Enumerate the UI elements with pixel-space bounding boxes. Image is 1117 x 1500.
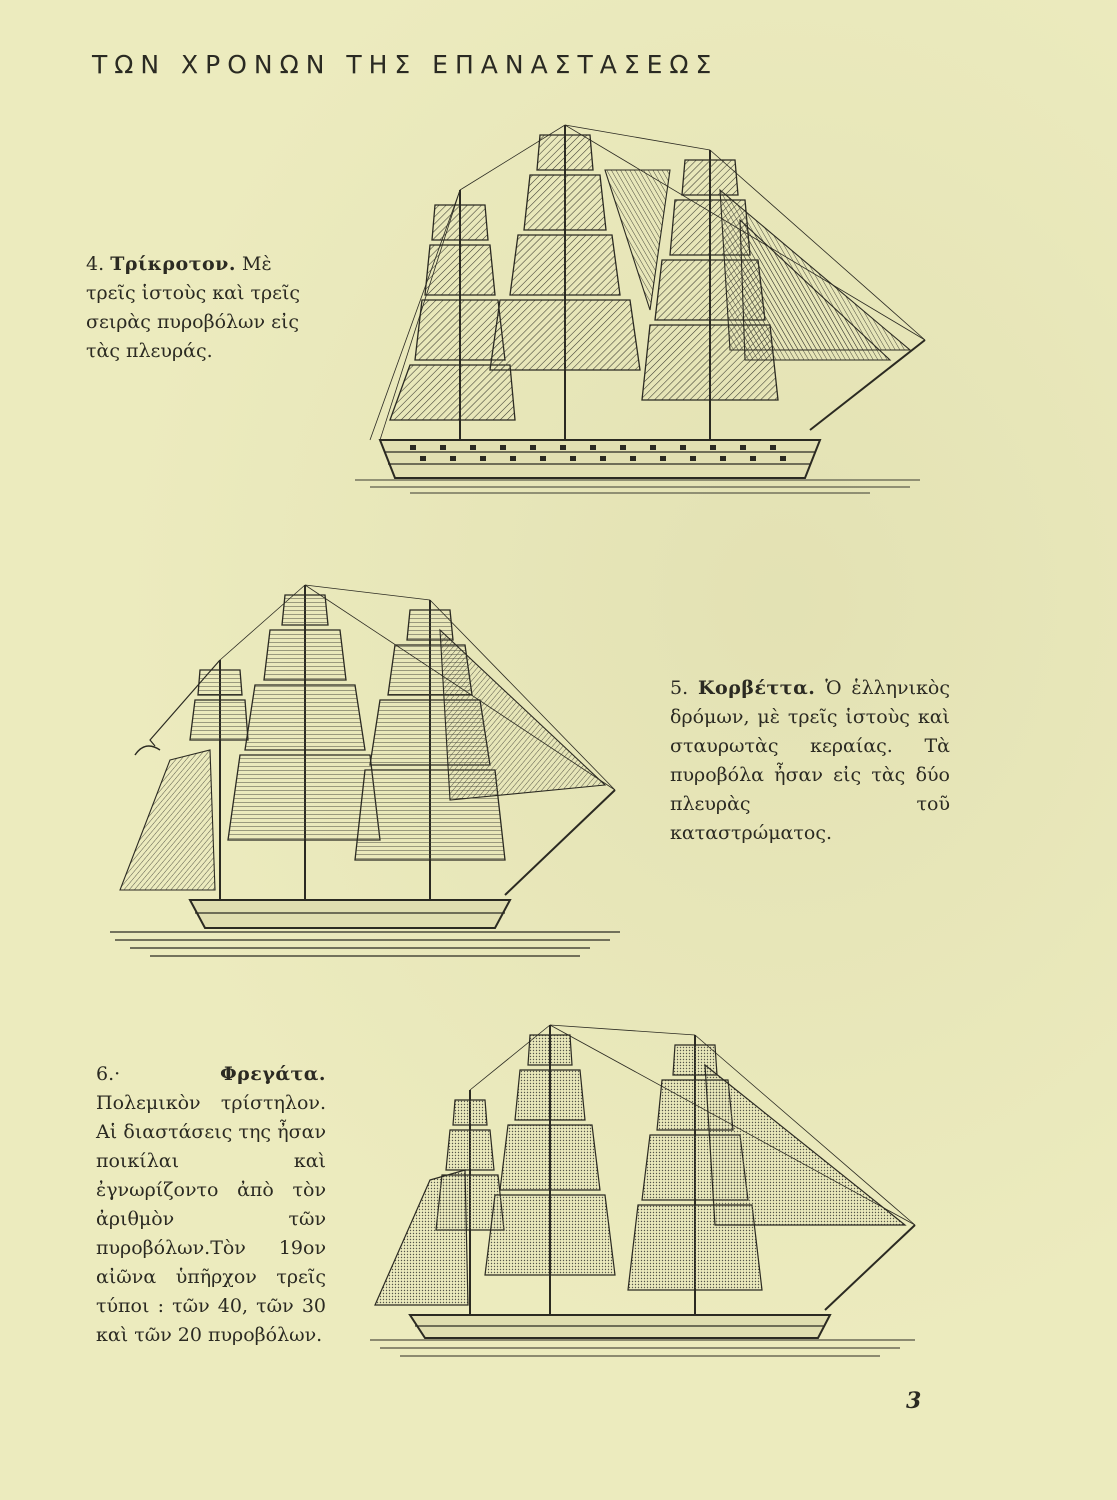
caption-term: Τρίκροτον. — [110, 253, 236, 275]
caption-number: 5. — [670, 677, 689, 699]
caption-fregata — [96, 1060, 326, 1350]
frigate-illustration — [370, 1010, 920, 1370]
caption-number: 4. — [86, 253, 105, 275]
caption-text: Μὲ τρεῖς ἱστοὺς καὶ τρεῖς σειρὰς πυροβόλων εἰς τὰς πλευράς. — [86, 253, 301, 362]
caption-korvetta — [670, 674, 950, 848]
caption-text: Πολεμικὸν τρίστηλον. Αἱ διαστάσεις της ἦσαν ποικίλαι καὶ ἐγνωρίζοντο ἀπὸ τὸν ἀριθμὸν τῶν πυροβόλων.Τὸν 19ον αἰῶνα ὑπῆρχον τρεῖς τύποι : τῶν 40, τῶν 30 καὶ τῶν 20 πυροβόλων. — [96, 1092, 326, 1346]
caption-term: Φρεγάτα. — [220, 1063, 326, 1085]
caption-number: 6.· — [96, 1063, 121, 1085]
corvette-illustration — [110, 570, 630, 970]
caption-trikroton — [86, 250, 306, 366]
page-number: 3 — [906, 1388, 922, 1414]
ship-of-the-line-illustration — [350, 110, 930, 500]
caption-text: Ὁ ἑλληνικὸς δρόμων, μὲ τρεῖς ἱστοὺς καὶ σταυρωτὰς κεραίας. Τὰ πυροβόλα ἦσαν εἰς τὰς δύο πλευρὰς τοῦ καταστρώματος. — [670, 677, 950, 844]
running-head: ΤΩΝ ΧΡΟΝΩΝ ΤΗΣ ΕΠΑΝΑΣΤΑΣΕΩΣ — [92, 50, 719, 79]
caption-term: Κορβέττα. — [698, 677, 816, 699]
